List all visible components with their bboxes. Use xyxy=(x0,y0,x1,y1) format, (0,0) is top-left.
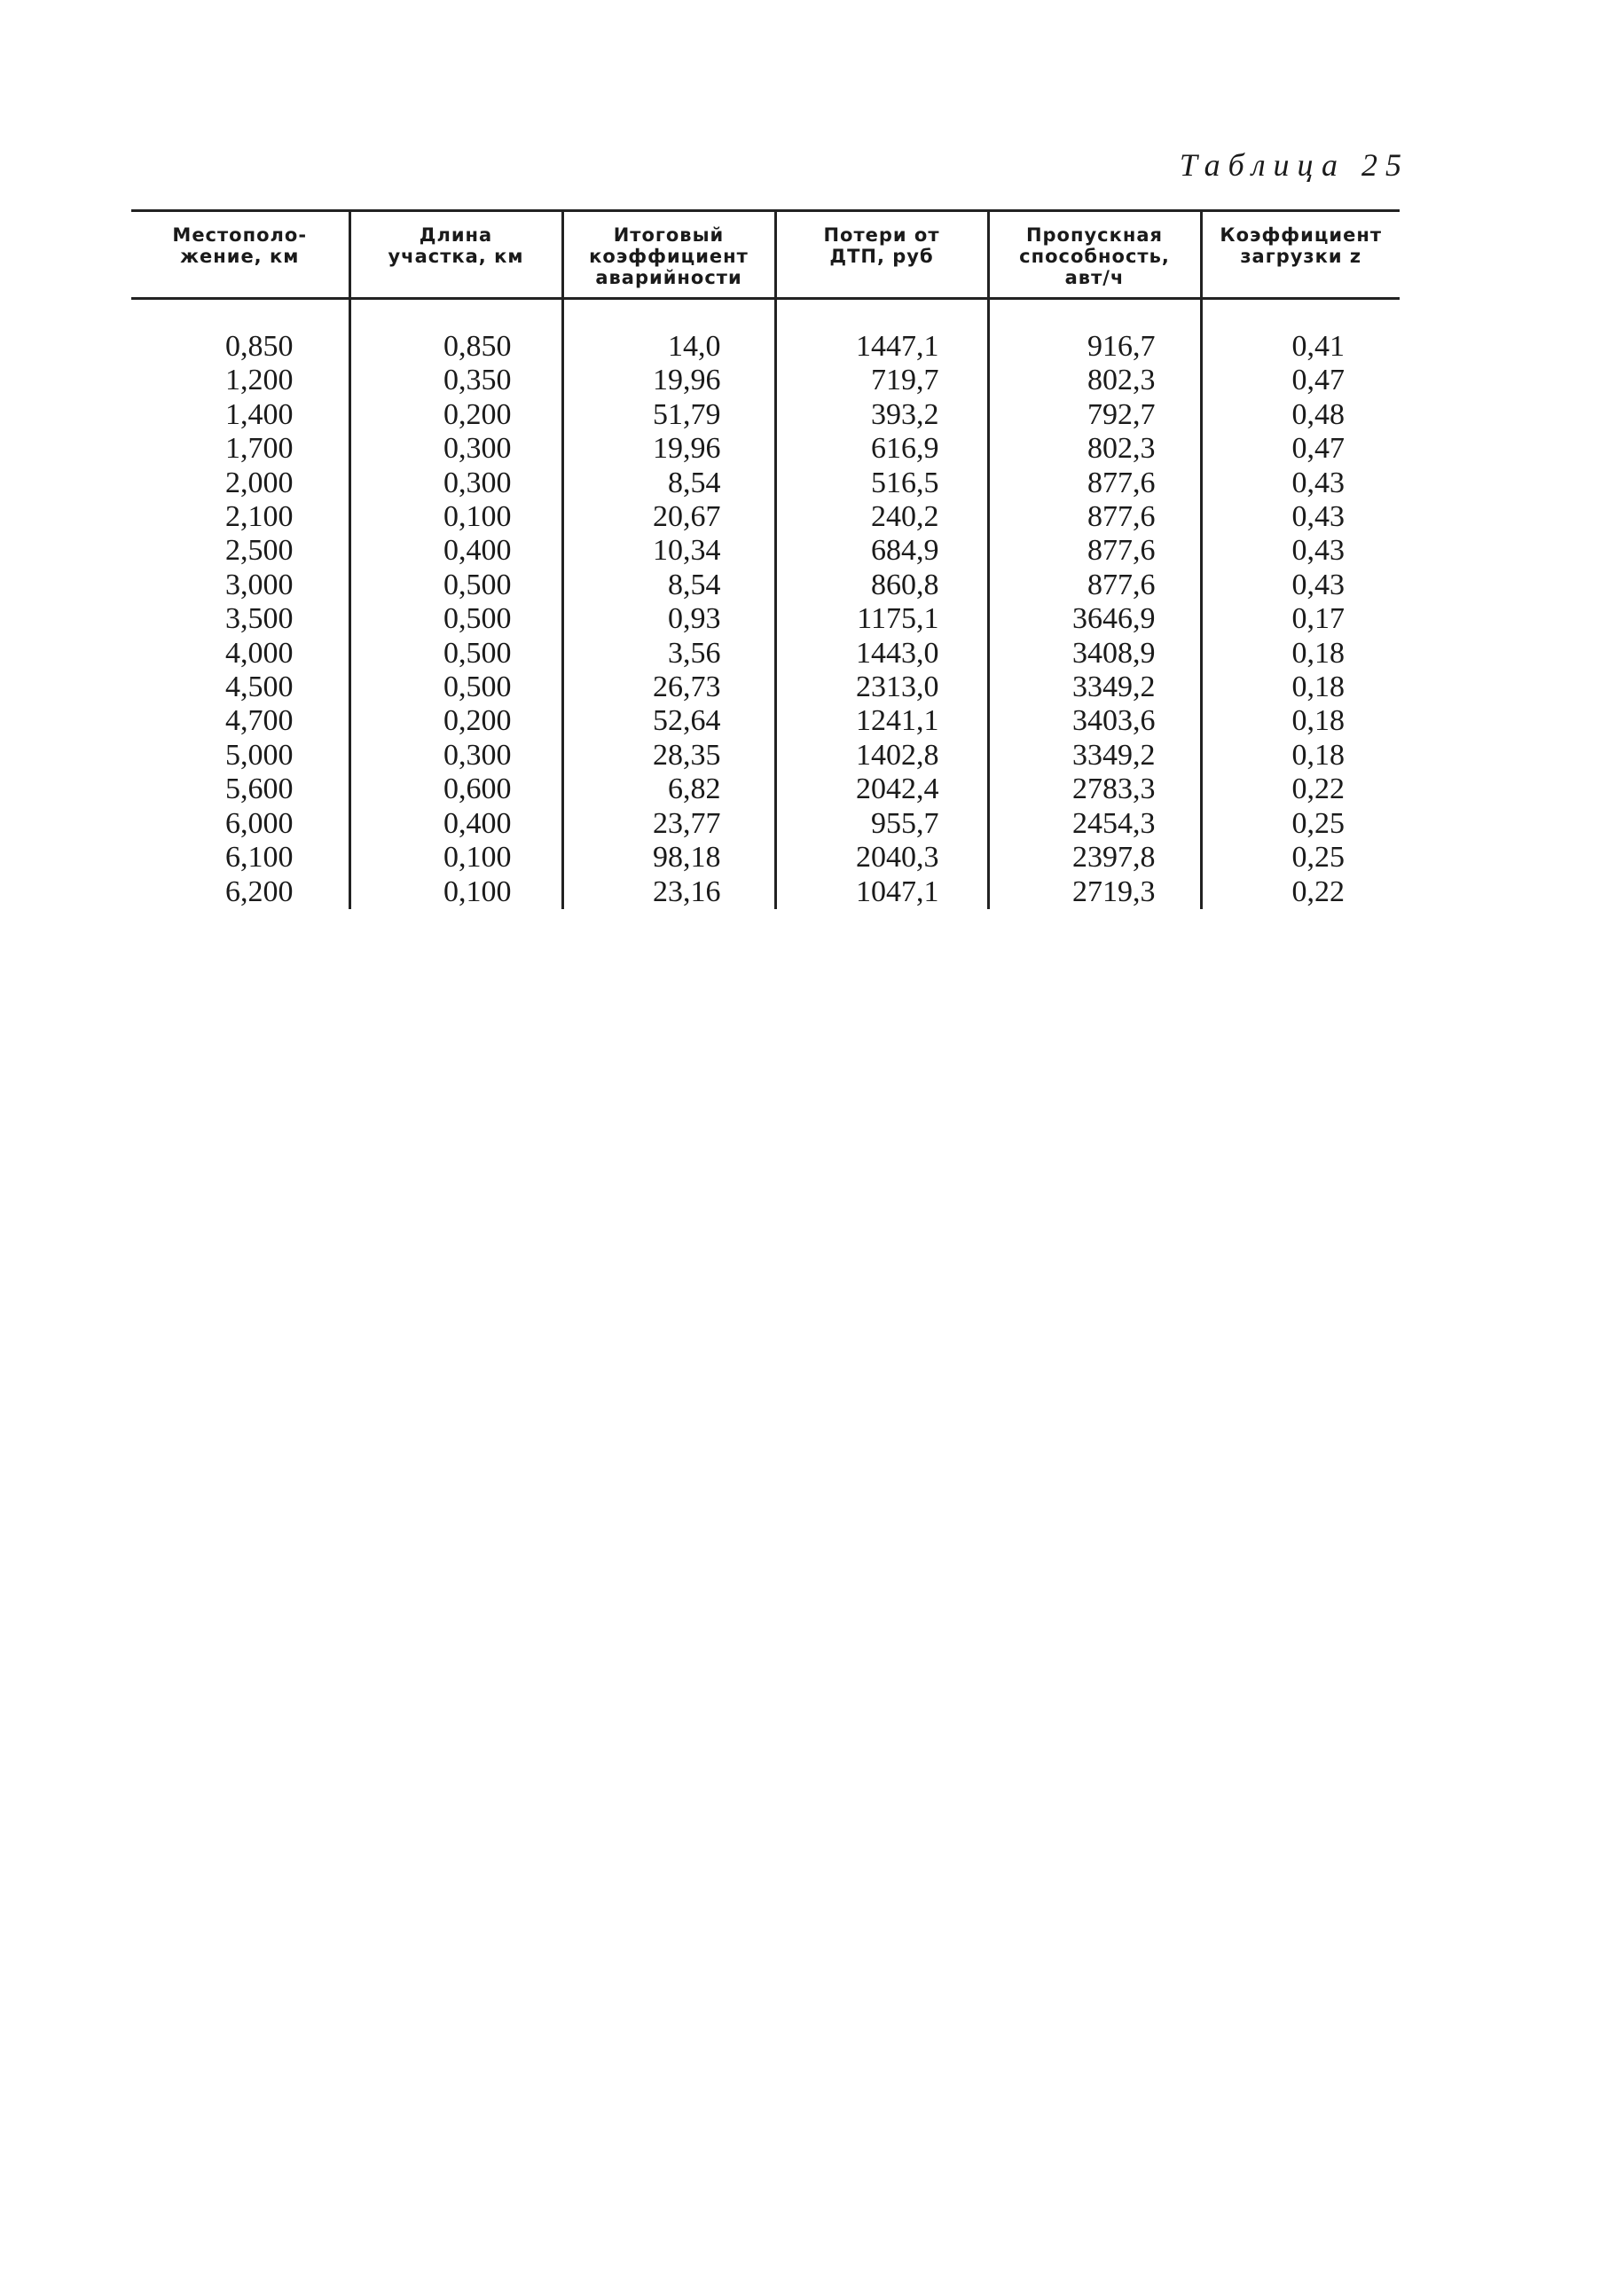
load-coefficient-cell: 0,41 xyxy=(1201,299,1400,365)
accident-losses-cell: 1447,1 xyxy=(775,299,988,365)
capacity-cell: 792,7 xyxy=(988,398,1201,432)
table-row xyxy=(131,299,1400,365)
accident-coefficient-cell: 28,35 xyxy=(562,739,775,773)
section-length-cell: 0,400 xyxy=(349,807,562,841)
load-coefficient-cell: 0,17 xyxy=(1201,602,1400,636)
location-cell: 4,500 xyxy=(225,671,294,704)
location-cell: 6,100 xyxy=(225,841,294,875)
section-length-cell: 0,100 xyxy=(349,500,562,534)
accident-coefficient-cell: 8,54 xyxy=(562,569,775,602)
section-length-cell: 0,200 xyxy=(349,398,562,432)
column-header-location: Местополо- жение, км xyxy=(131,211,349,299)
capacity-cell: 3646,9 xyxy=(988,602,1201,636)
load-coefficient-cell: 0,18 xyxy=(1201,637,1400,671)
section-length-cell: 0,100 xyxy=(349,841,562,875)
accident-coefficient-cell: 26,73 xyxy=(562,671,775,704)
section-length-cell: 0,350 xyxy=(349,364,562,397)
capacity-cell: 2783,3 xyxy=(988,773,1201,806)
accident-losses-cell: 616,9 xyxy=(775,432,988,466)
load-coefficient-cell: 0,43 xyxy=(1201,534,1400,568)
table-title: Таблица 25 xyxy=(1179,147,1409,183)
table-header-row xyxy=(131,211,1400,299)
load-coefficient-cell: 0,22 xyxy=(1201,773,1400,806)
load-coefficient-cell: 0,48 xyxy=(1201,398,1400,432)
load-coefficient-cell: 0,43 xyxy=(1201,500,1400,534)
capacity-cell: 2454,3 xyxy=(988,807,1201,841)
accident-losses-cell: 955,7 xyxy=(775,807,988,841)
accident-coefficient-cell: 3,56 xyxy=(562,637,775,671)
section-length-cell: 0,500 xyxy=(349,671,562,704)
column-header-section-length: Длина участка, км xyxy=(349,211,562,299)
capacity-cell: 2397,8 xyxy=(988,841,1201,875)
accident-coefficient-cell: 51,79 xyxy=(562,398,775,432)
accident-coefficient-cell: 8,54 xyxy=(562,467,775,500)
location-cell: 0,850 xyxy=(225,330,294,363)
capacity-cell: 802,3 xyxy=(988,364,1201,397)
section-length-cell: 0,200 xyxy=(349,704,562,738)
accident-losses-cell: 2313,0 xyxy=(775,671,988,704)
location-cell: 5,600 xyxy=(225,773,294,806)
capacity-cell: 3408,9 xyxy=(988,637,1201,671)
accident-coefficient-cell: 52,64 xyxy=(562,704,775,738)
location-cell: 3,500 xyxy=(225,602,294,636)
section-length-cell: 0,300 xyxy=(349,467,562,500)
column-header-load-coefficient: Коэффициент загрузки z xyxy=(1201,211,1400,299)
table-row xyxy=(131,602,1400,636)
location-cell: 6,000 xyxy=(225,806,294,840)
location-cell: 2,000 xyxy=(225,466,294,499)
capacity-cell: 3403,6 xyxy=(988,704,1201,738)
data-table xyxy=(131,209,1400,909)
accident-coefficient-cell: 23,16 xyxy=(562,875,775,909)
load-coefficient-cell: 0,43 xyxy=(1201,569,1400,602)
capacity-cell: 802,3 xyxy=(988,432,1201,466)
accident-losses-cell: 684,9 xyxy=(775,534,988,568)
column-header-accident-coefficient: Итоговый коэффициент аварийности xyxy=(562,211,775,299)
location-cell: 1,400 xyxy=(225,397,294,431)
accident-losses-cell: 240,2 xyxy=(775,500,988,534)
accident-losses-cell: 860,8 xyxy=(775,569,988,602)
location-cell: 2,500 xyxy=(225,534,294,568)
table-row xyxy=(131,500,1400,534)
section-length-cell: 0,300 xyxy=(349,739,562,773)
load-coefficient-cell: 0,18 xyxy=(1201,704,1400,738)
table-row xyxy=(131,704,1400,738)
capacity-cell: 877,6 xyxy=(988,467,1201,500)
location-cell: 1,700 xyxy=(225,432,294,466)
accident-losses-cell: 1047,1 xyxy=(775,875,988,909)
load-coefficient-cell: 0,18 xyxy=(1201,671,1400,704)
column-header-accident-losses: Потери от ДТП, руб xyxy=(775,211,988,299)
accident-losses-cell: 1241,1 xyxy=(775,704,988,738)
accident-losses-cell: 1443,0 xyxy=(775,637,988,671)
accident-coefficient-cell: 14,0 xyxy=(562,299,775,365)
table-row xyxy=(131,739,1400,773)
table-row xyxy=(131,467,1400,500)
table-row xyxy=(131,398,1400,432)
accident-losses-cell: 2042,4 xyxy=(775,773,988,806)
accident-losses-cell: 516,5 xyxy=(775,467,988,500)
load-coefficient-cell: 0,43 xyxy=(1201,467,1400,500)
table-body xyxy=(131,299,1400,909)
capacity-cell: 877,6 xyxy=(988,500,1201,534)
table-row xyxy=(131,637,1400,671)
capacity-cell: 2719,3 xyxy=(988,875,1201,909)
accident-coefficient-cell: 20,67 xyxy=(562,500,775,534)
accident-coefficient-cell: 19,96 xyxy=(562,432,775,466)
load-coefficient-cell: 0,22 xyxy=(1201,875,1400,909)
section-length-cell: 0,600 xyxy=(349,773,562,806)
capacity-cell: 877,6 xyxy=(988,534,1201,568)
accident-losses-cell: 1402,8 xyxy=(775,739,988,773)
load-coefficient-cell: 0,18 xyxy=(1201,739,1400,773)
accident-losses-cell: 1175,1 xyxy=(775,602,988,636)
accident-coefficient-cell: 6,82 xyxy=(562,773,775,806)
accident-coefficient-cell: 23,77 xyxy=(562,807,775,841)
section-length-cell: 0,500 xyxy=(349,637,562,671)
load-coefficient-cell: 0,47 xyxy=(1201,432,1400,466)
section-length-cell: 0,500 xyxy=(349,602,562,636)
capacity-cell: 3349,2 xyxy=(988,671,1201,704)
location-cell: 2,100 xyxy=(225,500,294,534)
location-cell: 1,200 xyxy=(225,364,294,397)
accident-coefficient-cell: 98,18 xyxy=(562,841,775,875)
table-row xyxy=(131,841,1400,875)
table-row xyxy=(131,773,1400,806)
capacity-cell: 916,7 xyxy=(988,299,1201,365)
table-row xyxy=(131,807,1400,841)
load-coefficient-cell: 0,25 xyxy=(1201,807,1400,841)
section-length-cell: 0,300 xyxy=(349,432,562,466)
location-cell: 4,000 xyxy=(225,636,294,670)
table-row xyxy=(131,534,1400,568)
load-coefficient-cell: 0,25 xyxy=(1201,841,1400,875)
location-cell: 3,000 xyxy=(225,568,294,601)
table-row xyxy=(131,671,1400,704)
capacity-cell: 877,6 xyxy=(988,569,1201,602)
table-row xyxy=(131,432,1400,466)
accident-coefficient-cell: 19,96 xyxy=(562,364,775,397)
accident-losses-cell: 393,2 xyxy=(775,398,988,432)
section-length-cell: 0,850 xyxy=(349,299,562,365)
capacity-cell: 3349,2 xyxy=(988,739,1201,773)
location-cell: 5,000 xyxy=(225,738,294,772)
location-cell: 4,700 xyxy=(225,704,294,738)
section-length-cell: 0,100 xyxy=(349,875,562,909)
column-header-capacity: Пропускная способность, авт/ч xyxy=(988,211,1201,299)
table-row xyxy=(131,875,1400,909)
section-length-cell: 0,400 xyxy=(349,534,562,568)
accident-coefficient-cell: 10,34 xyxy=(562,534,775,568)
accident-losses-cell: 719,7 xyxy=(775,364,988,397)
accident-coefficient-cell: 0,93 xyxy=(562,602,775,636)
load-coefficient-cell: 0,47 xyxy=(1201,364,1400,397)
table-row xyxy=(131,364,1400,397)
section-length-cell: 0,500 xyxy=(349,569,562,602)
table-row xyxy=(131,569,1400,602)
location-cell: 6,200 xyxy=(225,875,294,908)
accident-losses-cell: 2040,3 xyxy=(775,841,988,875)
